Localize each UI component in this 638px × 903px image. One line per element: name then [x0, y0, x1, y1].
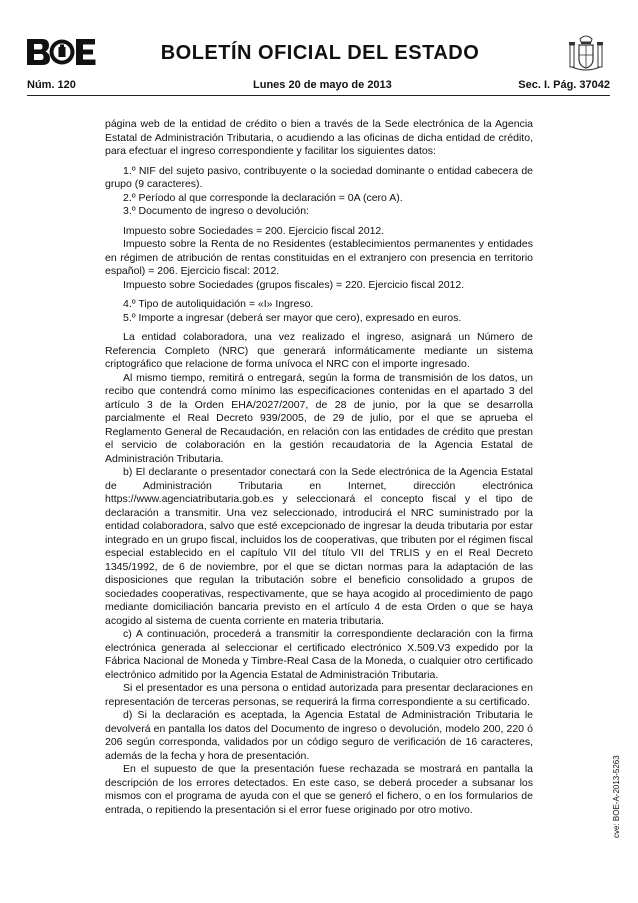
tax-line-200: Impuesto sobre Sociedades = 200. Ejercicio fiscal 2012. — [123, 224, 385, 237]
issue-number: Núm. 120 — [27, 79, 76, 91]
header-divider — [27, 95, 610, 96]
list-item-3: 3.º Documento de ingreso o devolución: — [123, 205, 309, 217]
section-page: Sec. I. Pág. 37042 — [518, 79, 610, 91]
paragraph-b: b) El declarante o presentador conectará con la Sede electrónica de la Agencia Estatal de Administración Tributaria en Internet, dirección electrónica https://www.agenciatributaria.gob.es y seleccionará el concepto fiscal y el tipo de declaración a transmitir. Una vez seleccionado, introducirá el NRC suministrado por la entidad colaboradora, salvo que esté excepcionado de ingresar la deuda tributaria por estar integrado en un grupo fiscal, incluidos los de cooperativas, que tributen por el régimen fiscal especial establecido en el capítulo VII del título VII del TRLIS y en el Real Decreto 1345/1992, de 6 de noviembre, por el que se dictan normas para la adaptación de las disposiciones que regulan la tributación sobre el beneficio consolidado a grupos de sociedades cooperativas, respectivamente, que se haya acogido al procedimiento de pago mediante domiciliación bancaria previsto en el artículo 4 de esta Orden o que se haya acogido al sistema de cuenta corriente en materia tributaria. — [105, 466, 533, 627]
issue-info-row — [27, 79, 610, 93]
tax-line-220: Impuesto sobre Sociedades (grupos fiscales) = 220. Ejercicio fiscal 2012. — [123, 278, 465, 291]
paragraph-nrc: La entidad colaboradora, una vez realizado el ingreso, asignará un Número de Referencia Completo (NRC) que generará informáticamente mediante un sistema criptográfico que relacione de forma unívoca el NRC con el importe ingresado. — [105, 331, 533, 370]
boe-logo — [27, 39, 97, 65]
paragraph-rejection: En el supuesto de que la presentación fuese rechazada se mostrará en pantalla la descripción de los errores detectados. En este caso, se deberá proceder a subsanar los mismos con el programa de ayuda con el que se generó el fichero, o en los formularios de entrada, o repitiendo la presentación si el error fuese originado por otro motivo. — [105, 763, 533, 816]
page-header — [0, 0, 638, 90]
page-title: BOLETÍN OFICIAL DEL ESTADO — [160, 42, 480, 64]
list-item-4: 4.º Tipo de autoliquidación = «I» Ingreso. — [123, 298, 314, 310]
document-body — [105, 118, 533, 817]
list-item-1: 1.º NIF del sujeto pasivo, contribuyente o la sociedad dominante o entidad cabecera de grupo (9 caracteres). — [105, 164, 533, 190]
paragraph-intro: página web de la entidad de crédito o bien a través de la Sede electrónica de la Agencia Estatal de Administración Tributaria, o acudiendo a las oficinas de dicha entidad de crédito, para efectuar el ingreso correspondiente y facilitar los siguientes datos: — [105, 118, 533, 157]
paragraph-d: d) Si la declaración es aceptada, la Agencia Estatal de Administración Tributaria le devolverá en pantalla los datos del Documento de ingreso o devolución, modelo 200, 220 ó 206 según corresponda, validados por un código seguro de verificación de 16 caracteres, además de la fecha y hora de presentación. — [105, 709, 533, 762]
paragraph-c: c) A continuación, procederá a transmitir la correspondiente declaración con la firma electrónica generada al seleccionar el certificado electrónico X.509.V3 expedido por la Fábrica Nacional de Moneda y Timbre-Real Casa de la Moneda, o cualquier otro certificado electrónico admitido por la Agencia Estatal de Administración Tributaria. — [105, 628, 533, 681]
tax-line-206: Impuesto sobre la Renta de no Residentes (establecimientos permanentes y entidades en régimen de atribución de rentas constituidas en el extranjero con presencia en territorio español) = 206. Ejercicio fiscal: 2012. — [105, 238, 533, 277]
paragraph-representation: Si el presentador es una persona o entidad autorizada para presentar declaraciones en representación de terceras personas, se requerirá la firma correspondiente a su certificado. — [105, 682, 533, 708]
issue-date: Lunes 20 de mayo de 2013 — [253, 79, 392, 91]
list-item-5: 5.º Importe a ingresar (deberá ser mayor que cero), expresado en euros. — [123, 311, 462, 324]
list-item-2: 2.º Período al que corresponde la declaración = 0A (cero A). — [123, 191, 403, 204]
coat-of-arms-icon — [567, 33, 605, 75]
cve-code: cve: BOE-A-2013-5263 — [612, 755, 621, 838]
paragraph-receipt: Al mismo tiempo, remitirá o entregará, según la forma de transmisión de los datos, un recibo que contendrá como mínimo las especificaciones contenidas en el apartado 3 del artículo 3 de la Orden EHA/2027/2007, de 28 de junio, por la que se desarrolla parcialmente el Real Decreto 939/2005, de 29 de julio, por el que se aprueba el Reglamento General de Recaudación, en relación con las entidades de crédito que prestan el servicio de colaboración en la gestión recaudatoria de la Agencia Estatal de Administración Tributaria. — [105, 371, 533, 465]
